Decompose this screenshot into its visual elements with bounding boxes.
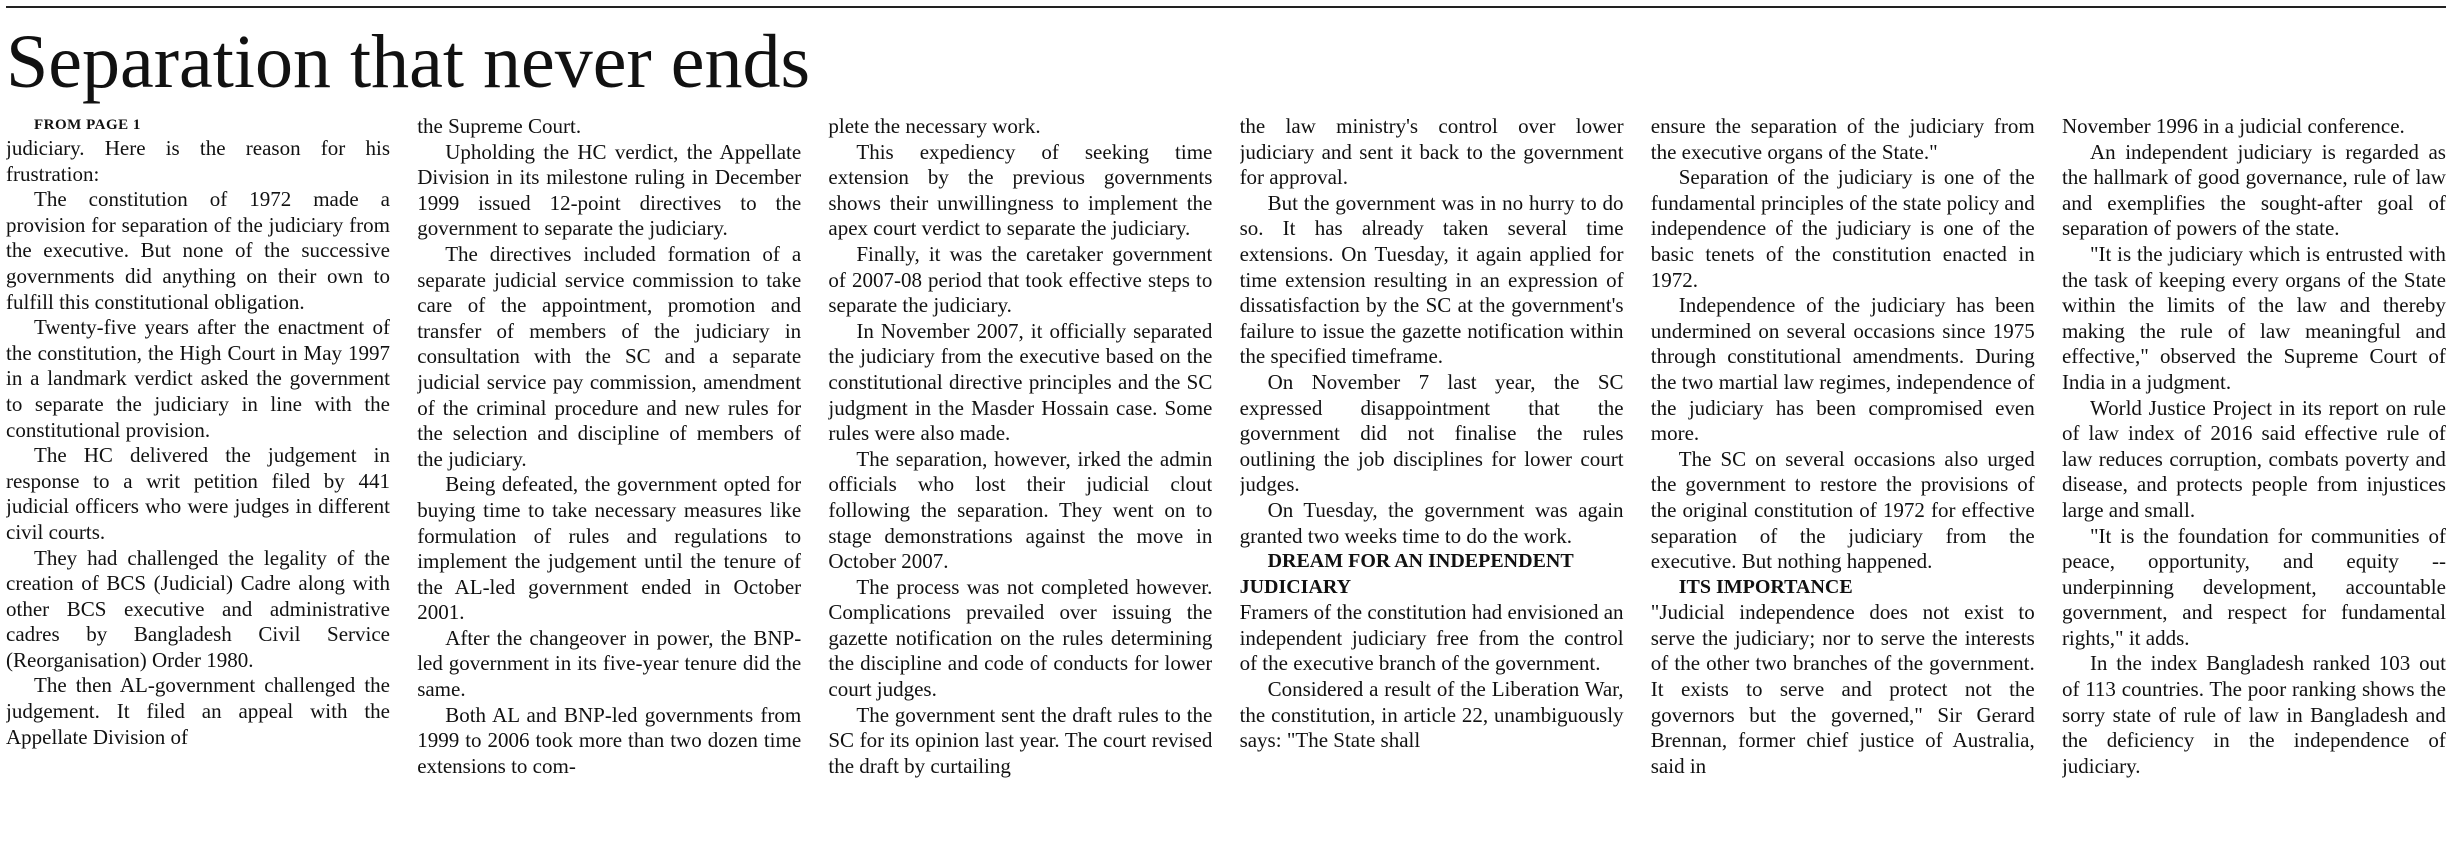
paragraph: This expediency of seeking time extension by the previous governments shows their unwillingness to implement the apex court verdict to separate the judiciary. [828, 139, 1213, 241]
paragraph: The HC delivered the judgement in response to a writ petition filed by 441 judicial officers who were judges in different civil courts. [6, 443, 390, 544]
column-6 [2062, 114, 2446, 852]
kicker: FROM PAGE 1 [34, 117, 141, 133]
paragraph: judiciary. Here is the reason for his frustration: [6, 136, 390, 186]
paragraph: On November 7 last year, the SC expressed disappointment that the government did not finalise the rules outlining the job disciplines for lower court judges. [1239, 369, 1624, 497]
paragraph: World Justice Project in its report on rule of law index of 2016 said effective rule of law reduces corruption, combats poverty and disease, and protects people from injustices large and small. [2061, 395, 2446, 522]
paragraph: But the government was in no hurry to do so. It has already taken several time extensions. On Tuesday, it again applied for time extension resulting in an expression of dissatisfaction by the SC at the government's failure to issue the gazette notification within the specified timeframe. [1239, 190, 1624, 369]
paragraph: The process was not completed however. Complications prevailed over issuing the gazette notification on the rules determining the discipline and code of conducts for lower court judges. [828, 574, 1213, 702]
paragraph: The separation, however, irked the admin officials who lost their judicial clout following the separation. They went on to stage demonstrations against the move in October 2007. [828, 446, 1213, 574]
paragraph: The government sent the draft rules to the SC for its opinion last year. The court revised the draft by curtailing [828, 702, 1213, 778]
paragraph: Twenty-five years after the enactment of the constitution, the High Court in May 1997 in a landmark verdict asked the government to separate the judiciary in line with the constitutional provision. [6, 315, 390, 442]
column-5 [1651, 114, 2035, 852]
paragraph: They had challenged the legality of the creation of BCS (Judicial) Cadre along with other BCS executive and administrative cadres by Bangladesh Civil Service (Reorganisation) Order 1980. [6, 545, 390, 672]
paragraph: "It is the foundation for communities of peace, opportunity, and equity -- underpinning development, accountable government, and respect for fundamental rights," it adds. [2061, 523, 2446, 650]
paragraph: In the index Bangladesh ranked 103 out of 113 countries. The poor ranking shows the sorry state of rule of law in Bangladesh and the deficiency in the independence of judiciary. [2061, 651, 2446, 778]
paragraph: Considered a result of the Liberation War, the constitution, in article 22, unambiguously says: "The State shall [1239, 677, 1624, 753]
paragraph: On Tuesday, the government was again granted two weeks time to do the work. [1239, 497, 1624, 548]
paragraph: Both AL and BNP-led governments from 1999 to 2006 took more than two dozen time extensions to com- [417, 702, 802, 778]
column-2 [417, 114, 801, 852]
paragraph: The then AL-government challenged the judgement. It filed an appeal with the Appellate Division of [6, 673, 390, 749]
subhead: DREAM FOR AN INDEPENDENT JUDICIARY [1239, 550, 1574, 598]
top-rule [6, 6, 2446, 8]
paragraph: ensure the separation of the judiciary from the executive organs of the State." [1650, 114, 2035, 164]
headline: Separation that never ends [6, 20, 811, 104]
paragraph: Framers of the constitution had envisioned an independent judiciary free from the control of the executive branch of the government. [1239, 600, 1624, 676]
paragraph: The directives included formation of a separate judicial service commission to take care of the appointment, promotion and transfer of members of the judiciary in consultation with the SC and a separate judicial service pay commission, amendment of the criminal procedure and new rules for the selection and discipline of members of the judiciary. [417, 241, 802, 471]
paragraph: Separation of the judiciary is one of the fundamental principles of the state policy and independence of the judiciary is one of the basic tenets of the constitution enacted in 1972. [1650, 165, 2035, 292]
column-4 [1240, 114, 1624, 852]
paragraph: Upholding the HC verdict, the Appellate Division in its milestone ruling in December 1999 issued 12-point directives to the government to separate the judiciary. [417, 139, 802, 241]
paragraph: "It is the judiciary which is entrusted with the task of keeping every organs of the State within the limits of the law and thereby making the rule of law meaningful and effective," observed the Supreme Court of India in a judgment. [2061, 241, 2446, 394]
paragraph: the law ministry's control over lower judiciary and sent it back to the government for approval. [1239, 114, 1624, 190]
paragraph: November 1996 in a judicial conference. [2061, 114, 2405, 138]
paragraph: "Judicial independence does not exist to serve the judiciary; nor to serve the interests of the other two branches of the government. It exists to serve and protect not the governors but the governed," Sir Gerard Brennan, former chief justice of Australia, said in [1650, 600, 2035, 778]
subhead: ITS IMPORTANCE [1678, 575, 1853, 598]
paragraph: Being defeated, the government opted for buying time to take necessary measures like formulation of rules and regulations to implement the judgement until the tenure of the AL-led government ended in October 2001. [417, 472, 802, 625]
paragraph: Independence of the judiciary has been undermined on several occasions since 1975 through constitutional amendments. During the two martial law regimes, independence of the judiciary has been compromised even more. [1650, 293, 2035, 446]
column-3 [828, 114, 1212, 852]
paragraph: After the changeover in power, the BNP-led government in its five-year tenure did the same. [417, 625, 802, 702]
paragraph: The constitution of 1972 made a provision for separation of the judiciary from the executive. But none of the successive governments did anything on their own to fulfill this constitutional obligation. [6, 187, 390, 314]
column-1 [6, 114, 390, 852]
paragraph: In November 2007, it officially separated the judiciary from the executive based on the constitutional directive principles and the SC judgment in the Masder Hossain case. Some rules were also made. [828, 318, 1213, 446]
paragraph: The SC on several occasions also urged the government to restore the provisions of the original constitution of 1972 for effective separation of the judiciary from the executive. But nothing happened. [1650, 446, 2035, 574]
paragraph: Finally, it was the caretaker government of 2007-08 period that took effective steps to separate the judiciary. [828, 241, 1213, 318]
paragraph: the Supreme Court. [417, 114, 582, 138]
article-columns [6, 114, 2446, 852]
paragraph: An independent judiciary is regarded as the hallmark of good governance, rule of law and exemplifies the sought-after goal of separation of powers of the state. [2061, 139, 2446, 241]
paragraph: plete the necessary work. [828, 114, 1041, 138]
